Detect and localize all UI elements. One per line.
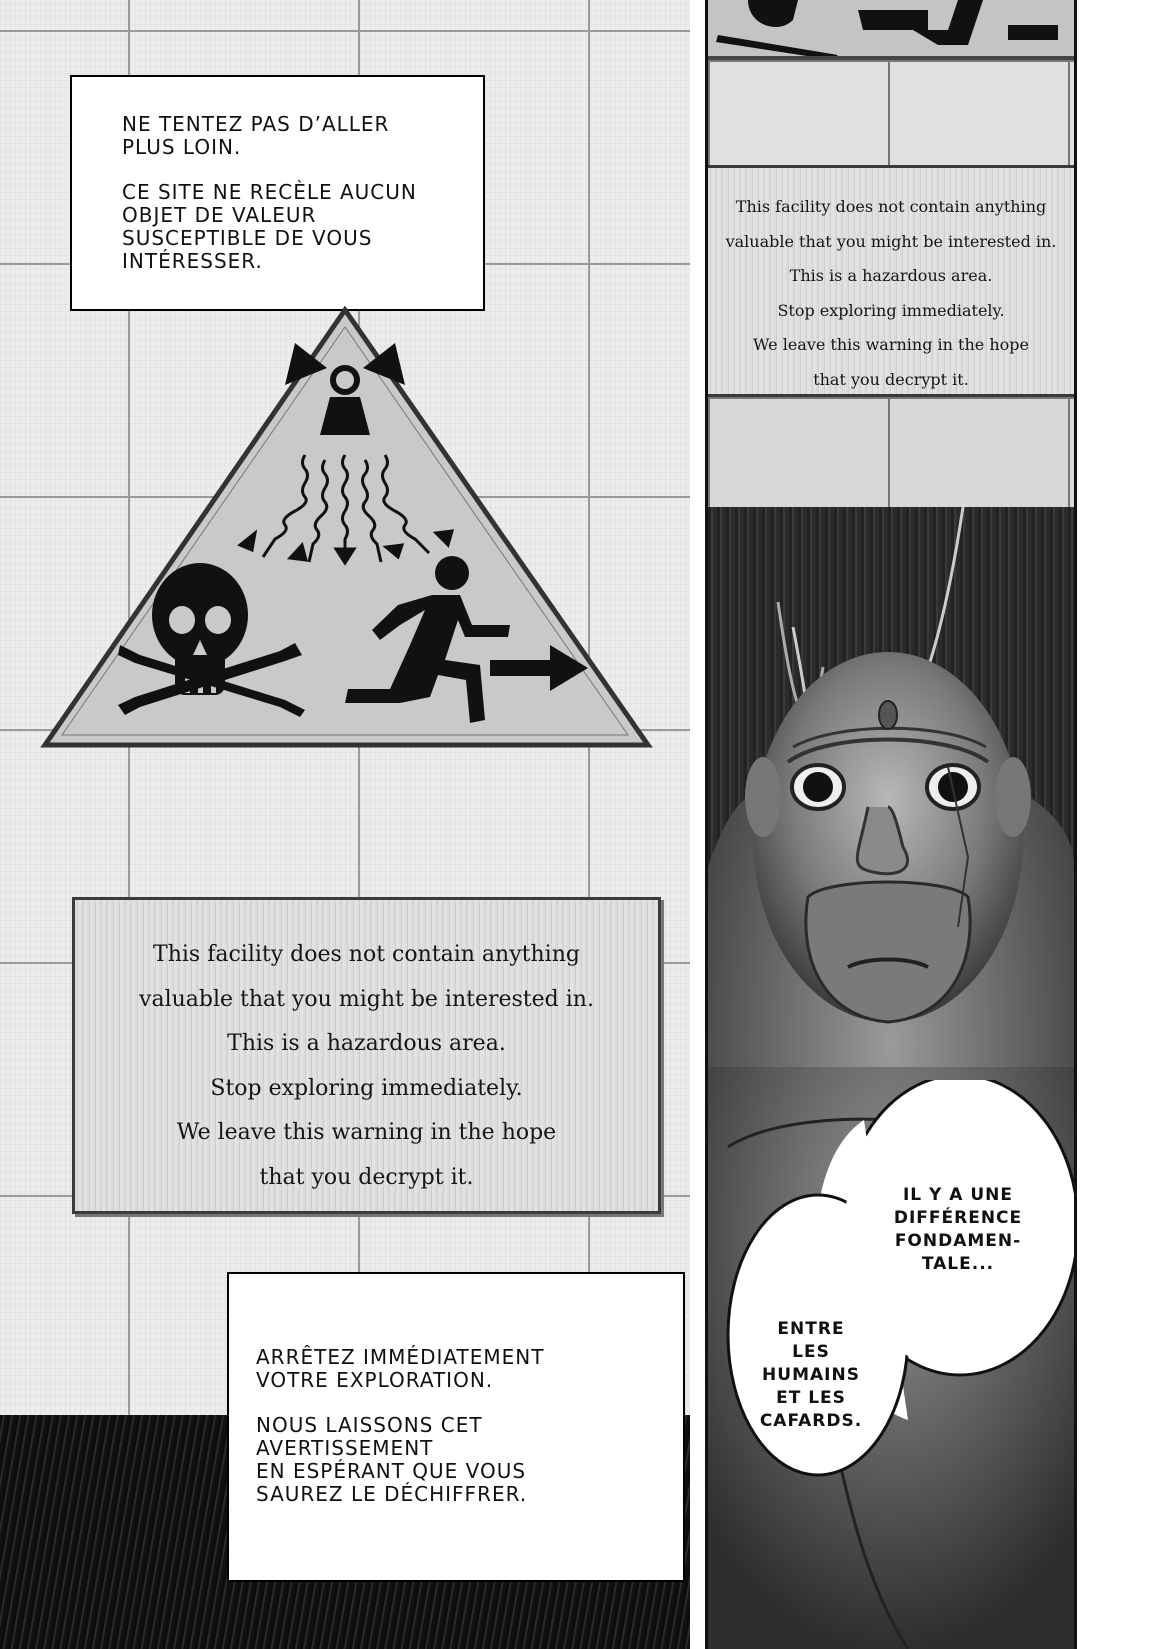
plaque-line: valuable that you might be interested in. [139,986,594,1012]
plaque-line: This is a hazardous area. [227,1031,506,1056]
caption-box-bottom [227,1272,685,1582]
plaque-line: We leave this warning in the hope [176,1120,557,1145]
plaque-line: valuable that you might be interested in. [725,231,1057,251]
caption-top-paragraph-1: NE TENTEZ PAS D’ALLER PLUS LOIN. [122,112,390,159]
caption-bottom-paragraph-2: NOUS LAISSONS CET AVERTISSEMENT EN ESPÉRANT QUE VOUS SAUREZ LE DÉCHIFFRER. [256,1413,528,1506]
caption-top-paragraph-2: CE SITE NE RECÈLE AUCUN OBJET DE VALEUR SUSCEPTIBLE DE VOUS INTÉRESSER. [122,180,417,273]
speech-bubble-text: ENTRE LES HUMAINS ET LES CAFARDS. [759,1319,863,1431]
warning-plaque [72,897,661,1214]
plaque-line: Stop exploring immediately. [210,1075,523,1101]
plaque-line: This facility does not contain anything [153,942,580,967]
caption-box-top [70,75,485,311]
speech-bubble-text: IL Y A UNE DIFFÉRENCE FONDAMEN- TALE... [893,1185,1023,1274]
tiled-wall [708,60,1074,165]
plaque-line: This facility does not contain anything [735,197,1047,216]
caption-bottom-paragraph-1: ARRÊTEZ IMMÉDIATEMENT VOTRE EXPLORATION. [256,1345,545,1392]
plaque-line: We leave this warning in the hope [753,335,1029,354]
tiled-wall [708,397,1074,507]
warning-sign [40,305,655,755]
warning-plaque-small [708,165,1074,397]
plaque-line: that you decrypt it. [259,1164,474,1190]
sign-fragment [708,0,1074,60]
plaque-line: Stop exploring immediately. [777,300,1005,320]
arrow-right-icon [1008,25,1058,40]
plaque-line: This is a hazardous area. [789,266,993,285]
plaque-line: that you decrypt it. [813,369,969,389]
